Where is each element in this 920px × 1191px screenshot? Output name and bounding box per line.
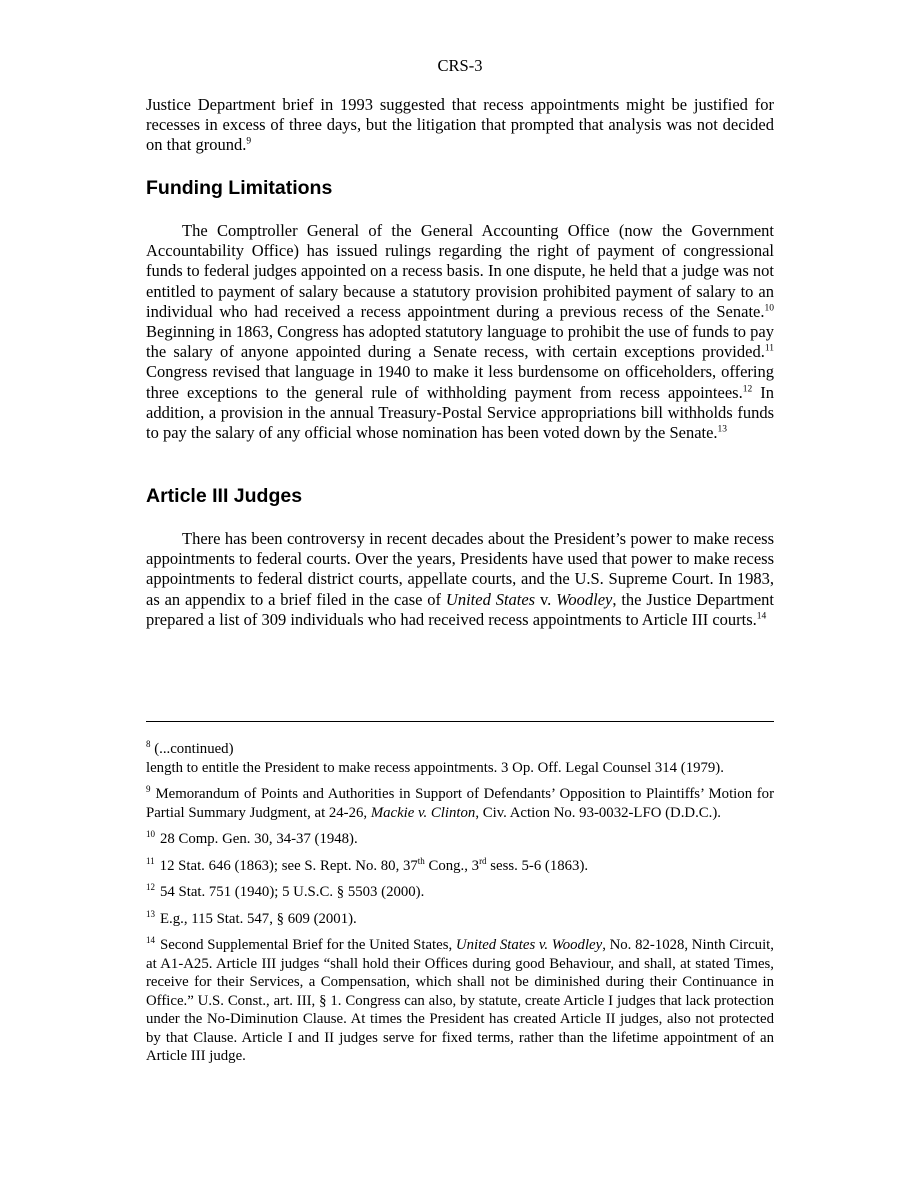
footnote-12-text: 54 Stat. 751 (1940); 5 U.S.C. § 5503 (2000). bbox=[160, 884, 425, 900]
footnote-ref-12[interactable]: 12 bbox=[742, 384, 753, 395]
funding-paragraph bbox=[146, 221, 774, 443]
footnote-11-text-1: 12 Stat. 646 (1863); see S. Rept. No. 80, 37 bbox=[159, 857, 418, 874]
footnote-9-text-1: Memorandum of Points and Authorities in Support of Defendants’ Opposition to Plaintiffs’ Motion for Partial Summary Judgment, at 24-26, bbox=[146, 786, 774, 821]
footnote-ref-9[interactable]: 9 bbox=[246, 136, 252, 147]
footnote-ref-10[interactable]: 10 bbox=[764, 303, 774, 314]
footnotes-section bbox=[146, 740, 774, 1074]
footnote-14 bbox=[146, 936, 774, 1066]
footnote-8-number: 8 bbox=[146, 739, 151, 750]
footnote-9-number: 9 bbox=[146, 784, 151, 795]
intro-text: Justice Department brief in 1993 suggested that recess appointments might be justified for recesses in excess of three days, but the litigation that prompted that analysis was not decided on that ground. bbox=[146, 95, 774, 155]
footnote-ref-11[interactable]: 11 bbox=[764, 343, 774, 354]
case-name-united-states: United States bbox=[445, 589, 536, 609]
footnote-9-text-2: , Civ. Action No. 93-0032-LFO (D.D.C.). bbox=[475, 804, 721, 821]
case-versus: v. bbox=[535, 589, 557, 609]
footnote-13 bbox=[146, 910, 774, 929]
article-iii-text-1: There has been controversy in recent decades about the President’s power to make recess appointments to federal courts. Over the years, Presidents have used that power to make recess appointments to federal district courts, appellate courts, and the U.S. Supreme Court. In 1983, as an appendix to a brief filed in the case of bbox=[146, 529, 774, 609]
footnote-14-text-1: Second Supplemental Brief for the United States, bbox=[160, 937, 456, 953]
footnote-13-text: E.g., 115 Stat. 547, § 609 (2001). bbox=[160, 910, 357, 927]
footnote-11-text-3: sess. 5-6 (1863). bbox=[486, 857, 589, 874]
section-heading-article-iii: Article III Judges bbox=[146, 485, 303, 507]
footnote-10-text: 28 Comp. Gen. 30, 34-37 (1948). bbox=[160, 831, 358, 847]
article-iii-paragraph bbox=[146, 529, 774, 630]
case-name-woodley: Woodley bbox=[556, 589, 613, 609]
footnote-12 bbox=[146, 883, 774, 902]
article-iii-text-2: , the Justice Department prepared a list of 309 individuals who had received recess appointments to Article III courts. bbox=[146, 589, 775, 629]
footnote-8 bbox=[146, 740, 774, 777]
footnote-8-text: length to entitle the President to make recess appointments. 3 Op. Off. Legal Counsel 314 (1979). bbox=[146, 759, 724, 776]
footnote-11-ordinal-th: th bbox=[417, 855, 425, 866]
footnote-13-number: 13 bbox=[146, 908, 155, 919]
footnote-8-continued: (...continued) bbox=[150, 741, 234, 757]
footnote-ref-13[interactable]: 13 bbox=[717, 424, 728, 435]
footnote-14-text-2: , No. 82-1028, Ninth Circuit, at A1-A25. Article III judges “shall hold their Offices during good Behaviour, and shall, at stated Times, receive for their Services, a Compensation, which shall not be diminished during their Continuance in Office.” U.S. Const., art. III, § 1. Congress can also, by statute, create Article I judges that lack protection under the No-Diminution Clause. At times the President has created Article II judges, also not protected by that Clause. Article I and II judges serve for fixed terms, rather than the lifetime appointment of an Article III judge. bbox=[146, 937, 774, 1064]
footnote-14-number: 14 bbox=[146, 935, 155, 946]
footnote-11 bbox=[146, 857, 774, 876]
page-number: CRS-3 bbox=[437, 56, 483, 75]
footnote-9-case: Mackie v. Clinton bbox=[370, 804, 476, 821]
footnote-11-ordinal-rd: rd bbox=[479, 855, 487, 866]
footnote-12-number: 12 bbox=[146, 882, 155, 893]
footnote-14-case: United States v. Woodley bbox=[455, 937, 603, 953]
funding-text-4: In addition, a provision in the annual Treasury-Postal Service appropriations bill withholds funds to pay the salary of any official whose nomination has been voted down by the Senate. bbox=[146, 382, 775, 443]
footnote-ref-14[interactable]: 14 bbox=[756, 611, 767, 622]
footnote-10-number: 10 bbox=[146, 829, 155, 840]
funding-text-1: The Comptroller General of the General Accounting Office (now the Government Accountability Office) has issued rulings regarding the right of payment of congressional funds to federal judges appointed on a recess basis. In one dispute, he held that a judge was not entitled to payment of salary because a statutory provision prohibited payment of salary to an individual who had received a recess appointment during a previous recess of the Senate. bbox=[146, 221, 774, 321]
footnote-10 bbox=[146, 830, 774, 849]
section-heading-funding: Funding Limitations bbox=[146, 177, 333, 199]
footnote-11-text-2: Cong., 3 bbox=[424, 857, 480, 874]
funding-text-3: Congress revised that language in 1940 to make it less burdensome on officeholders, offering three exceptions to the general rule of withholding payment from recess appointees. bbox=[146, 362, 774, 402]
footnote-9 bbox=[146, 785, 774, 822]
funding-text-2: Beginning in 1863, Congress has adopted statutory language to prohibit the use of funds to pay the salary of anyone appointed during a Senate recess, with certain exceptions provided. bbox=[146, 322, 774, 362]
footnote-separator bbox=[146, 721, 774, 722]
intro-paragraph bbox=[146, 95, 774, 156]
footnote-11-number: 11 bbox=[146, 855, 155, 866]
